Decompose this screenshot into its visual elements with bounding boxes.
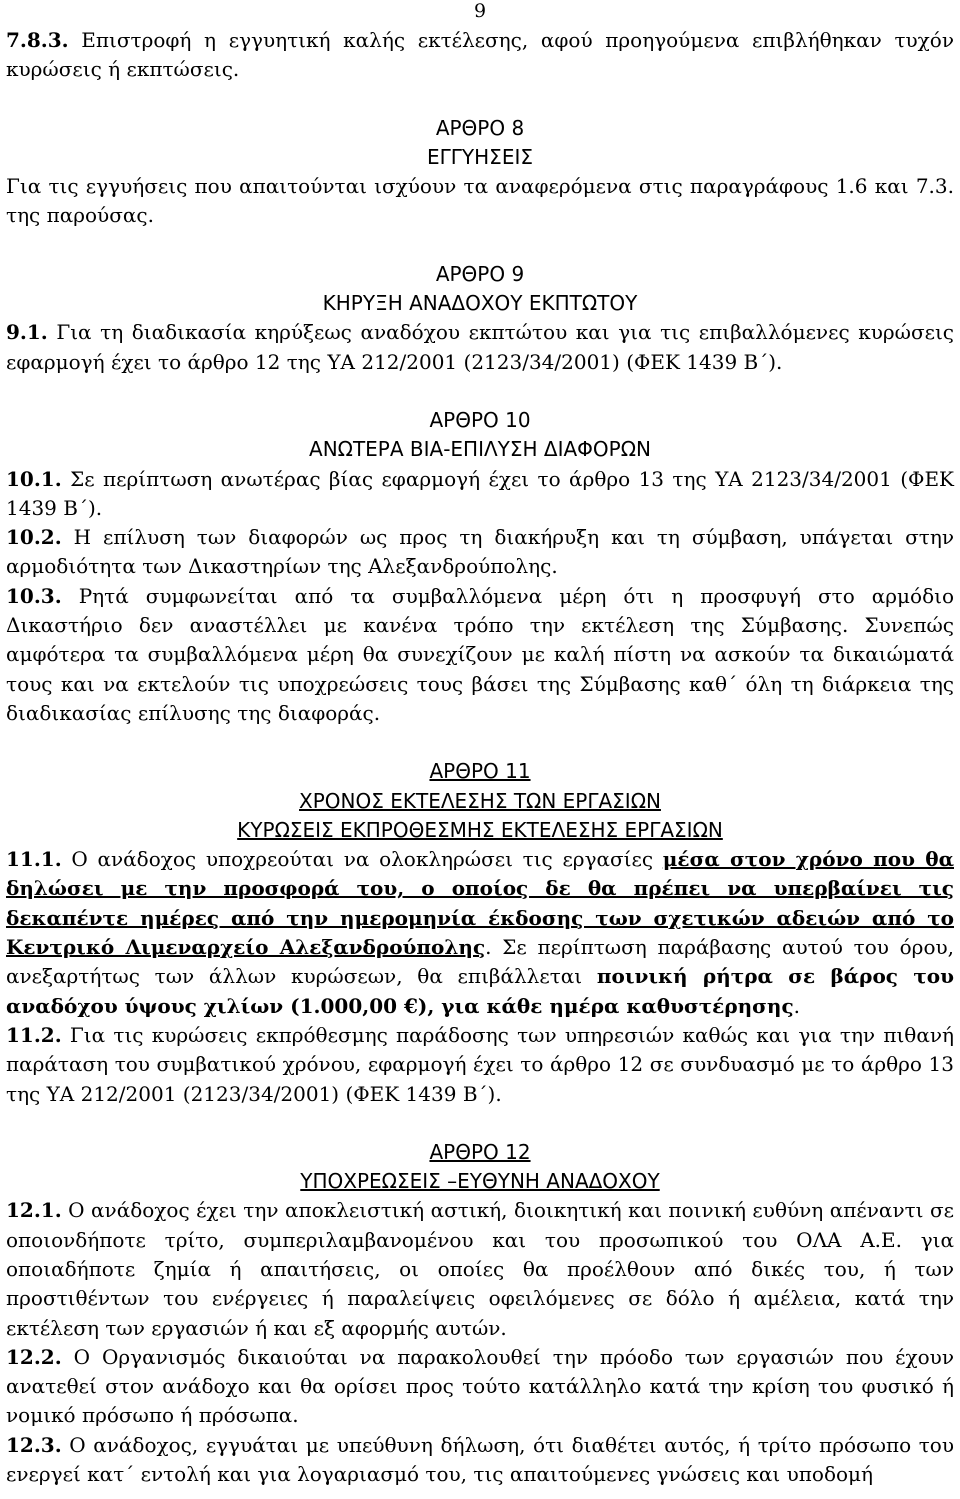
article-8-title: ΕΓΓΥΗΣΕΙΣ <box>427 144 533 169</box>
paragraph-number: 10.2. <box>6 525 62 550</box>
paragraph-number: 11.2. <box>6 1022 62 1047</box>
article-9-heading: ΑΡΘΡΟ 9 <box>435 261 525 286</box>
paragraph-12-2 <box>6 1343 954 1431</box>
paragraph-10-1 <box>6 465 954 524</box>
paragraph-text: Σε περίπτωση ανωτέρας βίας εφαρμογή έχει το άρθρο 13 της ΥΑ 2123/34/2001 (ΦΕΚ 1439 Β΄). <box>6 466 954 520</box>
article-12-title: ΥΠΟΧΡΕΩΣΕΙΣ –ΕΥΘΥΝΗ ΑΝΑΔΟΧΟΥ <box>300 1169 660 1194</box>
paragraph-number: 9.1. <box>6 320 48 345</box>
paragraph-text: Η επίλυση των διαφορών ως προς τη διακήρυξη και τη σύμβαση, υπάγεται στην αρμοδιότητα των Δικαστηρίων της Αλεξανδρούπολης. <box>6 525 954 579</box>
article-11-subtitle: ΚΥΡΩΣΕΙΣ ΕΚΠΡΟΘΕΣΜΗΣ ΕΚΤΕΛΕΣΗΣ ΕΡΓΑΣΙΩΝ <box>237 817 723 842</box>
paragraph-11-1 <box>6 845 954 1021</box>
paragraph-7-8-3 <box>6 26 954 85</box>
paragraph-number: 10.3. <box>6 583 62 608</box>
paragraph-text: Επιστροφή η εγγυητική καλής εκτέλεσης, αφού προηγούμενα επιβλήθηκαν τυχόν κυρώσεις ή εκπτώσεις. <box>6 28 954 82</box>
paragraph-text: . Σε περίπτωση παράβασης αυτού του όρου, ανεξαρτήτως των άλλων κυρώσεων, θα επιβάλλεται <box>6 935 954 989</box>
paragraph-12-1 <box>6 1196 954 1342</box>
article-9-title: ΚΗΡΥΞΗ ΑΝΑΔΟΧΟΥ ΕΚΠΤΩΤΟΥ <box>322 291 638 316</box>
paragraph-10-2 <box>6 523 954 582</box>
paragraph-text: Ο ανάδοχος, εγγυάται με υπεύθυνη δήλωση, ότι διαθέτει αυτός, ή τρίτο πρόσωπο του ενεργεί κατ΄ εντολή και για λογαριασμό του, τις απαιτούμενες γνώσεις και υποδομή <box>6 1432 954 1487</box>
deadline-clause: μέσα στον χρόνο που θα δηλώσει με την προσφορά του, ο οποίος δε θα πρέπει να υπερβαίνει τις δεκαπέντε ημέρες από την ημερομηνία έκδοσης των σχετικών αδειών από το Κεντρικό Λιμεναρχείο Αλεξανδρούπολης <box>6 847 954 960</box>
paragraph-number: 12.2. <box>6 1344 62 1369</box>
paragraph-11-2 <box>6 1021 954 1109</box>
article-11-title: ΧΡΟΝΟΣ ΕΚΤΕΛΕΣΗΣ ΤΩΝ ΕΡΓΑΣΙΩΝ <box>299 788 661 813</box>
paragraph-number: 7.8.3. <box>6 28 69 52</box>
paragraph-number: 11.1. <box>6 847 62 872</box>
article-8-text: Για τις εγγυήσεις που απαιτούνται ισχύουν τα αναφερόμενα στις παραγράφους 1.6 και 7.3. της παρούσας. <box>6 174 954 228</box>
paragraph-text: . <box>793 993 800 1018</box>
article-11-heading: ΑΡΘΡΟ 11 <box>429 759 531 784</box>
page-number: 9 <box>473 0 487 22</box>
penalty-clause: ποινική ρήτρα σε βάρος του αναδόχου ύψους χιλίων (1.000,00 €), για κάθε ημέρα καθυστέρησης <box>6 964 955 1018</box>
paragraph-text: Ο Οργανισμός δικαιούται να παρακολουθεί την πρόοδο των εργασιών που έχουν ανατεθεί στον ανάδοχο και θα ορίσει προς τούτο κατάλληλο κατά την κρίση του φυσικό ή νομικό πρόσωπο ή πρόσωπα. <box>6 1344 954 1428</box>
paragraph-number: 10.1. <box>6 466 62 491</box>
paragraph-10-3 <box>6 582 954 728</box>
paragraph-number: 12.3. <box>6 1432 62 1457</box>
paragraph-text: Ρητά συμφωνείται από τα συμβαλλόμενα μέρη ότι η προσφυγή στο αρμόδιο Δικαστήριο δεν αναστέλλει με κανένα τρόπο την εκτέλεση της Σύμβασης. Συνεπώς αμφότερα τα συμβαλλόμενα μέρη θα συνεχίζουν με καλή πίστη να ασκούν τα δικαιώματά τους και να εκτελούν τις υποχρεώσεις τους βάσει της Σύμβασης καθ΄ όλη τη διάρκεια της διαδικασίας επίλυσης της διαφοράς. <box>6 583 954 725</box>
paragraph-text: Ο ανάδοχος έχει την αποκλειστική αστική, διοικητική και ποινική ευθύνη απέναντι σε οποιονδήποτε τρίτο, συμπεριλαμβανομένου και του προσωπικού του ΟΛΑ Α.Ε. για οποιαδήποτε ζημία ή απαιτήσεις, οι οποίες θα προέλθουν από δικές του, ή των προστιθέντων του ενέργειες ή παραλείψεις οφειλόμενες σε δόλο ή αμέλεια, κατά την εκτέλεση των εργασιών ή και εξ αφορμής αυτών. <box>6 1198 954 1340</box>
document-body <box>6 26 954 1489</box>
paragraph-12-3 <box>6 1431 954 1490</box>
article-8-heading: ΑΡΘΡΟ 8 <box>435 115 525 140</box>
paragraph-text: Για τη διαδικασία κηρύξεως αναδόχου εκπτώτου και για τις επιβαλλόμενες κυρώσεις εφαρμογή έχει το άρθρο 12 της ΥΑ 212/2001 (2123/34/2001) (ΦΕΚ 1439 Β΄). <box>6 320 954 374</box>
paragraph-text: Για τις κυρώσεις εκπρόθεσμης παράδοσης των υπηρεσιών καθώς και για την πιθανή παράταση του συμβατικού χρόνου, εφαρμογή έχει το άρθρο 12 σε συνδυασμό με το άρθρο 13 της ΥΑ 212/2001 (2123/34/2001) (ΦΕΚ 1439 Β΄). <box>6 1022 954 1106</box>
article-12-heading: ΑΡΘΡΟ 12 <box>429 1139 531 1164</box>
article-10-title: ΑΝΩΤΕΡΑ ΒΙΑ-ΕΠΙΛΥΣΗ ΔΙΑΦΟΡΩΝ <box>309 437 651 462</box>
paragraph-9-1 <box>6 318 954 377</box>
paragraph-number: 12.1. <box>6 1198 62 1223</box>
paragraph-text: Ο ανάδοχος υποχρεούται να ολοκληρώσει τις εργασίες <box>61 847 663 872</box>
article-10-heading: ΑΡΘΡΟ 10 <box>429 407 531 432</box>
